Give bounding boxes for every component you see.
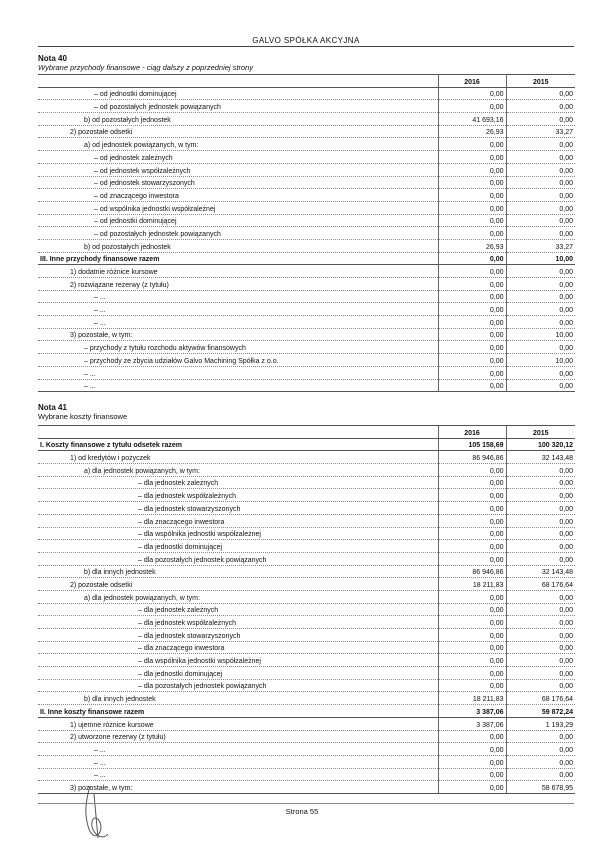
value-2016: 0,00 (438, 100, 506, 113)
row-label: – dla jednostek współzależnych (38, 616, 438, 629)
row-label: 1) ujemne różnice kursowe (38, 717, 438, 730)
value-2016: 0,00 (438, 679, 506, 692)
value-2016: 0,00 (438, 768, 506, 781)
value-2016: 0,00 (438, 781, 506, 794)
value-2016: 0,00 (438, 527, 506, 540)
row-label: 3) pozostałe, w tym: (38, 328, 438, 341)
note-41-title: Nota 41 (38, 403, 67, 412)
row-label: – dla znaczącego inwestora (38, 641, 438, 654)
value-2015: 0,00 (506, 489, 575, 502)
value-2016: 0,00 (438, 489, 506, 502)
table-row (38, 379, 575, 392)
table-row (38, 641, 575, 654)
row-label: – dla jednostek stowarzyszonych (38, 629, 438, 642)
table-row (38, 438, 575, 451)
value-2016: 0,00 (438, 464, 506, 477)
table-row (38, 667, 575, 680)
table-row (38, 578, 575, 591)
value-2016: 105 158,69 (438, 438, 506, 451)
value-2016: 0,00 (438, 316, 506, 329)
header-2015: 2015 (506, 75, 575, 88)
row-label: – od wspólnika jednostki współzależnej (38, 201, 438, 214)
table-row (38, 239, 575, 252)
row-label: – od jednostek zależnych (38, 151, 438, 164)
note-40-table (38, 74, 575, 392)
value-2016: 0,00 (438, 540, 506, 553)
value-2015: 0,00 (506, 603, 575, 616)
value-2015: 0,00 (506, 278, 575, 291)
value-2016: 0,00 (438, 730, 506, 743)
value-2015: 0,00 (506, 476, 575, 489)
value-2015: 0,00 (506, 629, 575, 642)
value-2015: 0,00 (506, 743, 575, 756)
row-label: – dla pozostałych jednostek powiązanych (38, 679, 438, 692)
row-label: – ... (38, 743, 438, 756)
value-2016: 0,00 (438, 603, 506, 616)
table-header-row (38, 75, 575, 88)
table-row (38, 781, 575, 794)
value-2016: 0,00 (438, 641, 506, 654)
table-row (38, 540, 575, 553)
value-2015: 0,00 (506, 755, 575, 768)
row-label: 1) od kredytów i pożyczek (38, 451, 438, 464)
value-2015: 0,00 (506, 214, 575, 227)
table-row (38, 717, 575, 730)
value-2015: 0,00 (506, 730, 575, 743)
table-row (38, 502, 575, 515)
value-2015: 0,00 (506, 464, 575, 477)
value-2016: 0,00 (438, 502, 506, 515)
row-label: b) od pozostałych jednostek (38, 113, 438, 126)
table-row (38, 87, 575, 100)
value-2015: 10,00 (506, 252, 575, 265)
table-row (38, 464, 575, 477)
table-row (38, 354, 575, 367)
row-label: I. Koszty finansowe z tytułu odsetek razem (38, 438, 438, 451)
row-label: – od jednostki dominującej (38, 214, 438, 227)
value-2016: 0,00 (438, 476, 506, 489)
row-label: 2) pozostałe odsetki (38, 125, 438, 138)
note-41-subtitle: Wybrane koszty finansowe (38, 412, 128, 421)
row-label: – ... (38, 379, 438, 392)
value-2015: 32 143,48 (506, 451, 575, 464)
value-2015: 0,00 (506, 527, 575, 540)
value-2016: 0,00 (438, 514, 506, 527)
value-2016: 0,00 (438, 214, 506, 227)
header-2015: 2015 (506, 426, 575, 439)
value-2016: 0,00 (438, 176, 506, 189)
page-header-company: GALVO SPÓŁKA AKCYJNA (38, 36, 574, 47)
table-row (38, 743, 575, 756)
row-label: – od znaczącego inwestora (38, 189, 438, 202)
row-label: 2) pozostałe odsetki (38, 578, 438, 591)
value-2015: 0,00 (506, 590, 575, 603)
value-2015: 10,00 (506, 354, 575, 367)
value-2015: 0,00 (506, 654, 575, 667)
value-2016: 18 211,83 (438, 578, 506, 591)
header-label-cell (38, 75, 438, 88)
table-row (38, 489, 575, 502)
table-row (38, 265, 575, 278)
value-2016: 0,00 (438, 189, 506, 202)
value-2015: 10,00 (506, 328, 575, 341)
table-row (38, 654, 575, 667)
value-2015: 33,27 (506, 239, 575, 252)
table-row (38, 252, 575, 265)
row-label: a) dla jednostek powiązanych, w tym: (38, 464, 438, 477)
row-label: – dla jednostek zależnych (38, 603, 438, 616)
table-row (38, 113, 575, 126)
value-2015: 0,00 (506, 138, 575, 151)
row-label: – dla jednostki dominującej (38, 667, 438, 680)
value-2015: 0,00 (506, 366, 575, 379)
value-2015: 0,00 (506, 303, 575, 316)
value-2016: 0,00 (438, 629, 506, 642)
table-row (38, 163, 575, 176)
row-label: – od jednostek współzależnych (38, 163, 438, 176)
table-row (38, 125, 575, 138)
header-2016: 2016 (438, 426, 506, 439)
row-label: – dla wspólnika jednostki współzależnej (38, 527, 438, 540)
table-header-row (38, 426, 575, 439)
table-row (38, 341, 575, 354)
table-row (38, 705, 575, 718)
table-row (38, 590, 575, 603)
row-label: 2) rozwiązane rezerwy (z tytułu) (38, 278, 438, 291)
value-2016: 0,00 (438, 341, 506, 354)
value-2015: 0,00 (506, 540, 575, 553)
table-row (38, 366, 575, 379)
value-2016: 0,00 (438, 328, 506, 341)
value-2015: 0,00 (506, 768, 575, 781)
table-row (38, 476, 575, 489)
value-2015: 0,00 (506, 163, 575, 176)
value-2016: 0,00 (438, 290, 506, 303)
value-2015: 32 143,48 (506, 565, 575, 578)
value-2015: 0,00 (506, 113, 575, 126)
table-row (38, 176, 575, 189)
row-label: – dla znaczącego inwestora (38, 514, 438, 527)
row-label: III. Inne przychody finansowe razem (38, 252, 438, 265)
header-label-cell (38, 426, 438, 439)
row-label: b) od pozostałych jednostek (38, 239, 438, 252)
value-2015: 0,00 (506, 189, 575, 202)
table-row (38, 603, 575, 616)
row-label: a) od jednostek powiązanych, w tym: (38, 138, 438, 151)
value-2016: 0,00 (438, 252, 506, 265)
row-label: – dla jednostek współzależnych (38, 489, 438, 502)
table-row (38, 730, 575, 743)
value-2015: 0,00 (506, 290, 575, 303)
table-row (38, 290, 575, 303)
row-label: – od pozostałych jednostek powiązanych (38, 100, 438, 113)
value-2015: 0,00 (506, 201, 575, 214)
page-number: Strona 55 (285, 807, 319, 816)
row-label: – ... (38, 316, 438, 329)
value-2016: 0,00 (438, 654, 506, 667)
value-2015: 0,00 (506, 616, 575, 629)
value-2015: 0,00 (506, 227, 575, 240)
value-2016: 0,00 (438, 151, 506, 164)
table-row (38, 201, 575, 214)
table-row (38, 552, 575, 565)
table-row (38, 616, 575, 629)
row-label: b) dla innych jednostek (38, 692, 438, 705)
table-row (38, 316, 575, 329)
row-label: – przychody z tytułu rozchodu aktywów finansowych (38, 341, 438, 354)
table-row (38, 768, 575, 781)
value-2015: 0,00 (506, 679, 575, 692)
value-2016: 0,00 (438, 379, 506, 392)
value-2016: 0,00 (438, 87, 506, 100)
note-40-title: Nota 40 (38, 54, 67, 63)
value-2016: 26,93 (438, 125, 506, 138)
value-2015: 0,00 (506, 87, 575, 100)
row-label: – ... (38, 290, 438, 303)
table-row (38, 565, 575, 578)
value-2016: 41 693,16 (438, 113, 506, 126)
table-row (38, 527, 575, 540)
value-2015: 68 176,64 (506, 692, 575, 705)
table-row (38, 227, 575, 240)
value-2015: 100 320,12 (506, 438, 575, 451)
row-label: – dla jednostki dominującej (38, 540, 438, 553)
row-label: – dla pozostałych jednostek powiązanych (38, 552, 438, 565)
value-2016: 26,93 (438, 239, 506, 252)
value-2016: 0,00 (438, 278, 506, 291)
table-row (38, 514, 575, 527)
value-2016: 0,00 (438, 590, 506, 603)
value-2015: 58 678,95 (506, 781, 575, 794)
table-row (38, 214, 575, 227)
value-2016: 18 211,83 (438, 692, 506, 705)
value-2016: 0,00 (438, 743, 506, 756)
row-label: – od jednostki dominującej (38, 87, 438, 100)
row-label: – od jednostek stowarzyszonych (38, 176, 438, 189)
value-2016: 86 946,86 (438, 451, 506, 464)
row-label: – ... (38, 768, 438, 781)
row-label: b) dla innych jednostek (38, 565, 438, 578)
row-label: – dla jednostek stowarzyszonych (38, 502, 438, 515)
row-label: 1) dodatnie różnice kursowe (38, 265, 438, 278)
value-2016: 0,00 (438, 163, 506, 176)
value-2016: 86 946,86 (438, 565, 506, 578)
row-label: – dla jednostek zależnych (38, 476, 438, 489)
value-2016: 3 387,06 (438, 705, 506, 718)
table-row (38, 629, 575, 642)
table-row (38, 189, 575, 202)
value-2016: 0,00 (438, 201, 506, 214)
value-2015: 0,00 (506, 341, 575, 354)
row-label: – przychody ze zbycia udziałów Galvo Machining Spółka z o.o. (38, 354, 438, 367)
table-row (38, 755, 575, 768)
value-2015: 1 193,29 (506, 717, 575, 730)
table-row (38, 278, 575, 291)
value-2015: 68 176,64 (506, 578, 575, 591)
value-2016: 3 387,06 (438, 717, 506, 730)
row-label: – od pozostałych jednostek powiązanych (38, 227, 438, 240)
row-label: – ... (38, 366, 438, 379)
value-2015: 0,00 (506, 265, 575, 278)
table-row (38, 692, 575, 705)
value-2016: 0,00 (438, 552, 506, 565)
table-row (38, 303, 575, 316)
row-label: II. Inne koszty finansowe razem (38, 705, 438, 718)
row-label: 3) pozostałe, w tym: (38, 781, 438, 794)
value-2016: 0,00 (438, 616, 506, 629)
table-row (38, 451, 575, 464)
row-label: – ... (38, 303, 438, 316)
value-2016: 0,00 (438, 667, 506, 680)
value-2015: 0,00 (506, 151, 575, 164)
value-2015: 59 872,24 (506, 705, 575, 718)
value-2015: 0,00 (506, 641, 575, 654)
value-2016: 0,00 (438, 227, 506, 240)
value-2016: 0,00 (438, 138, 506, 151)
table-row (38, 151, 575, 164)
row-label: 2) utworzone rezerwy (z tytułu) (38, 730, 438, 743)
value-2015: 0,00 (506, 176, 575, 189)
value-2016: 0,00 (438, 354, 506, 367)
value-2015: 0,00 (506, 100, 575, 113)
value-2015: 0,00 (506, 667, 575, 680)
row-label: – ... (38, 755, 438, 768)
value-2016: 0,00 (438, 755, 506, 768)
note-40-subtitle: Wybrane przychody finansowe - ciąg dalszy z poprzedniej strony (38, 63, 254, 72)
footer-divider (38, 803, 574, 804)
table-row (38, 100, 575, 113)
value-2016: 0,00 (438, 366, 506, 379)
row-label: – dla wspólnika jednostki współzależnej (38, 654, 438, 667)
value-2015: 0,00 (506, 502, 575, 515)
table-row (38, 679, 575, 692)
header-2016: 2016 (438, 75, 506, 88)
value-2016: 0,00 (438, 303, 506, 316)
value-2015: 33,27 (506, 125, 575, 138)
value-2015: 0,00 (506, 552, 575, 565)
value-2015: 0,00 (506, 379, 575, 392)
table-row (38, 328, 575, 341)
value-2015: 0,00 (506, 514, 575, 527)
row-label: a) dla jednostek powiązanych, w tym: (38, 590, 438, 603)
value-2015: 0,00 (506, 316, 575, 329)
value-2016: 0,00 (438, 265, 506, 278)
note-41-table (38, 425, 575, 794)
table-row (38, 138, 575, 151)
